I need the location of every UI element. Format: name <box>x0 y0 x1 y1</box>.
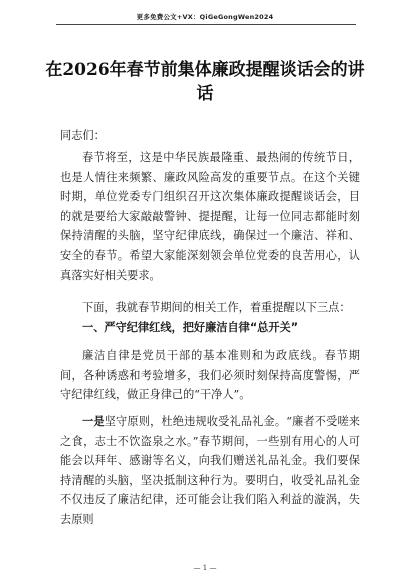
section-heading-1: 一、严守纪律红线，把好廉洁自律“总开关” <box>82 321 299 334</box>
paragraph-intro: 春节将至，这是中华民族最隆重、最热闹的传统节日，也是人情往来频繁、廉政风险高发的重要节点。在这个关键时期，单位党委专门组织召开这次集体廉政提醒谈话会，目的就是要给大家敲敲警钟、提提醒，让每一位同志都能时刻保持清醒的头脑，坚守纪律底线，确保过一个廉洁、祥和、安全的春节。希望大家能深刻领会单位党委的良苦用心，认真落实好相关要求。 <box>60 151 360 282</box>
point-lead: 一是 <box>82 414 105 428</box>
page-header: 更多免费公文+VX：QiGeGongWen2024 <box>136 13 274 21</box>
salutation: 同志们： <box>60 129 105 142</box>
point-text: 坚守原则，杜绝违规收受礼品礼金。“廉者不受嗟来之食，志士不饮盗泉之水。”春节期间，一些别有用心的人可能会以拜年、感谢等名义，向我们赠送礼品礼金。我们要保持清醒的头脑，坚决抵制这种行为。要明白，收受礼品礼金不仅违反了廉洁纪律，还可能会让我们陷入利益的漩涡，失去原则 <box>60 415 360 526</box>
document-title: 在2026年春节前集体廉政提醒谈话会的讲话 <box>45 60 365 104</box>
paragraph-section-1: 廉洁自律是党员干部的基本准则和为政底线。春节期间，各种诱惑和考验增多，我们必须时刻保持高度警惕，严守纪律红线，做正身律己的“干净人”。 <box>60 349 360 402</box>
paragraph-transition: 下面，我就春节期间的相关工作，着重提醒以下三点： <box>82 301 351 314</box>
paragraph-point-1 <box>60 412 360 530</box>
page-number: — 1 — <box>193 564 217 572</box>
header-divider <box>56 24 356 25</box>
